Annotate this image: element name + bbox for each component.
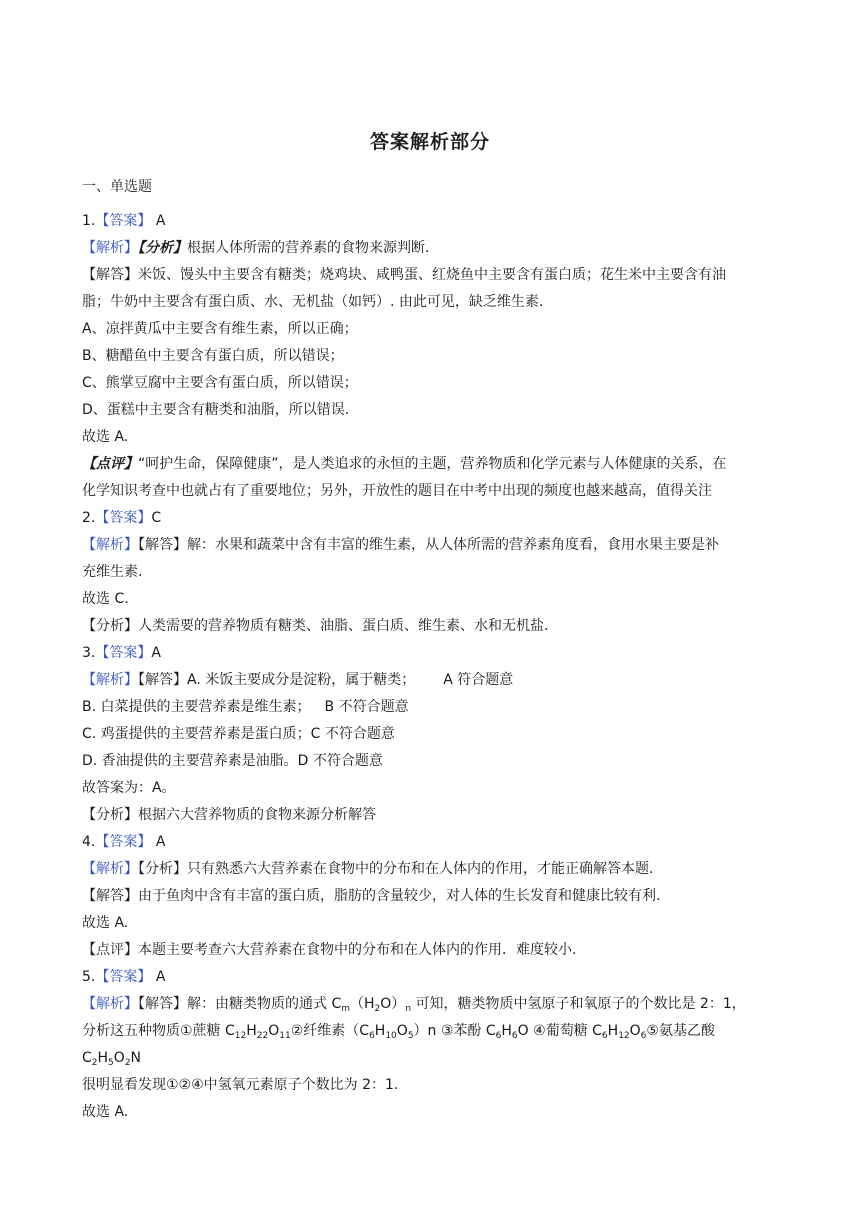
q5-sub-2: 2	[374, 1004, 381, 1014]
q1-number: 1.	[82, 213, 96, 229]
q3-fenxi-line	[82, 802, 782, 829]
q5-text-1a: 解：由糖类物质的通式 C	[187, 996, 342, 1012]
q3-line-b	[82, 694, 782, 721]
q5-text-1d: 可知，糖类物质中氢原子和氧原子的个数比是 2：1，	[411, 996, 746, 1012]
q3-answer-line	[82, 640, 782, 667]
q1-jieda-line	[82, 262, 782, 289]
q5-conclusion: 很明显看发现①②④中氢氧元素原子个数比为 2：1.	[82, 1077, 399, 1093]
q4-analysis-line	[82, 856, 782, 883]
jieda-tag: 【解答】	[138, 537, 187, 553]
q2-analysis-line	[82, 532, 782, 559]
q3-line-b-text: B. 白菜提供的主要营养素是维生素；	[82, 699, 311, 715]
q1-option-d: D、蛋糕中主要含有糖类和油脂，所以错误.	[82, 402, 350, 418]
q2-answer: C	[151, 510, 162, 526]
fenxi-tag: 【分析】	[138, 240, 187, 256]
q3-answer: A	[151, 645, 161, 661]
q3-number: 3.	[82, 645, 96, 661]
glycine-formula: $C_2H_5O_2N$	[82, 1050, 142, 1068]
answer-tag: 【答案】	[95, 834, 152, 850]
dianping-tag: 【点评】	[82, 456, 138, 472]
q2-fenxi-text: 人类需要的营养物质有糖类、油脂、蛋白质、维生素、水和无机盐.	[138, 618, 549, 634]
glucose-formula: $C_6H_{12}O_6$	[592, 1023, 647, 1041]
q3-line-d: D. 香油提供的主要营养素是油脂。D 不符合题意	[82, 753, 383, 769]
analysis-tag: 【解析】	[82, 240, 138, 256]
q3-line-a: A. 米饭主要成分是淀粉，属于糖类；	[187, 672, 416, 688]
q1-dianping-line-2: 化学知识考查中也就占有了重要地位；另外，开放性的题目在中考中出现的频度也越来越高，值得关注	[82, 483, 712, 499]
q2-jieda-line-2: 充维生素.	[82, 564, 143, 580]
q4-fenxi-text: 只有熟悉六大营养素在食物中的分布和在人体内的作用，才能正确解答本题.	[187, 861, 654, 877]
q5-number: 5.	[82, 969, 96, 985]
q1-dianping-text: “呵护生命，保障健康”，是人类追求的永恒的主题，营养物质和化学元素与人体健康的关系，在	[138, 456, 727, 472]
q1-dianping-line	[82, 451, 782, 478]
fenxi-tag: 【分析】	[82, 807, 138, 823]
cellulose-formula: $C_6H_{10}O_5$	[359, 1023, 414, 1041]
q3-fenxi-text: 根据六大营养物质的食物来源分析解答	[138, 807, 376, 823]
dianping-tag: 【点评】	[82, 942, 138, 958]
q5-text-2d: ④葡萄糖	[528, 1023, 593, 1039]
q3-line-c: C. 鸡蛋提供的主要营养素是蛋白质；C 不符合题意	[82, 726, 395, 742]
q1-fenxi-text: 根据人体所需的营养素的食物来源判断.	[187, 240, 430, 256]
analysis-tag: 【解析】	[82, 537, 138, 553]
jieda-tag: 【解答】	[82, 267, 138, 283]
fenxi-tag: 【分析】	[82, 618, 138, 634]
answer-tag: 【答案】	[95, 510, 152, 526]
q3-line-b-verdict: B 不符合题意	[324, 699, 409, 715]
q2-jieda-text: 解：水果和蔬菜中含有丰富的维生素，从人体所需的营养素角度看，食用水果主要是补	[187, 537, 719, 553]
analysis-tag: 【解析】	[82, 672, 138, 688]
q1-answer-line	[82, 208, 782, 235]
q1-jieda-text: 米饭、馒头中主要含有糖类；烧鸡块、咸鸭蛋、红烧鱼中主要含有蛋白质；花生米中主要含有油	[138, 267, 726, 283]
phenol-formula: $C_6H_6O$	[485, 1023, 529, 1041]
q4-dianping-line	[82, 937, 782, 964]
analysis-tag: 【解析】	[82, 996, 138, 1012]
q2-number: 2.	[82, 510, 96, 526]
q5-answer: A	[155, 969, 166, 985]
q5-choose: 故选 A.	[82, 1104, 129, 1120]
sucrose-formula: $C_{12}H_{22}O_{11}$	[225, 1023, 291, 1041]
q1-answer: A	[155, 213, 166, 229]
q4-number: 4.	[82, 834, 96, 850]
q3-result: 故答案为：A。	[82, 780, 176, 796]
q1-option-c: C、熊掌豆腐中主要含有蛋白质，所以错误；	[82, 375, 358, 391]
q1-choose: 故选 A.	[82, 429, 129, 445]
q5-text-2b: ②纤维素（	[290, 1023, 360, 1039]
q5-sub-m: m	[341, 1004, 351, 1014]
answer-tag: 【答案】	[95, 969, 152, 985]
q1-option-b: B、糖醋鱼中主要含有蛋白质，所以错误；	[82, 348, 344, 364]
analysis-tag: 【解析】	[82, 861, 138, 877]
q5-substances-line	[82, 1018, 782, 1045]
section-heading: 一、单选题	[82, 179, 152, 195]
q5-text-2a: 分析这五种物质①蔗糖	[82, 1023, 226, 1039]
q2-answer-line	[82, 505, 782, 532]
q5-text-2e: ⑤氨基乙酸	[646, 1023, 715, 1039]
q4-jieda-text: 由于鱼肉中含有丰富的蛋白质，脂肪的含量较少，对人体的生长发育和健康比较有利.	[138, 888, 661, 904]
q2-choose: 故选 C.	[82, 591, 129, 607]
q5-sub-n: n	[405, 1004, 412, 1014]
q3-line-a-verdict: A 符合题意	[443, 672, 514, 688]
answer-tag: 【答案】	[95, 645, 152, 661]
q4-answer: A	[155, 834, 166, 850]
q5-analysis-line	[82, 991, 782, 1018]
q1-analysis-line	[82, 235, 782, 262]
q1-jieda-line-2: 脂；牛奶中主要含有蛋白质、水、无机盐（如钙）. 由此可见，缺乏维生素.	[82, 294, 544, 310]
q4-dianping-text: 本题主要考查六大营养素在食物中的分布和在人体内的作用．难度较小.	[138, 942, 577, 958]
q2-fenxi-line	[82, 613, 782, 640]
q4-answer-line	[82, 829, 782, 856]
q5-text-1c: O）	[380, 996, 406, 1012]
q1-option-a: A、凉拌黄瓜中主要含有维生素，所以正确；	[82, 321, 358, 337]
q5-answer-line	[82, 964, 782, 991]
fenxi-tag: 【分析】	[138, 861, 187, 877]
page-title: 答案解析部分	[369, 131, 490, 153]
jieda-tag: 【解答】	[138, 672, 187, 688]
jieda-tag: 【解答】	[82, 888, 138, 904]
q5-text-1b: （H	[350, 996, 375, 1012]
answer-content	[82, 208, 782, 1126]
jieda-tag: 【解答】	[138, 996, 187, 1012]
q3-analysis-line	[82, 667, 782, 694]
answer-tag: 【答案】	[95, 213, 152, 229]
q4-jieda-line	[82, 883, 782, 910]
q4-choose: 故选 A.	[82, 915, 129, 931]
q5-text-2c: ）n ③苯酚	[413, 1023, 486, 1039]
